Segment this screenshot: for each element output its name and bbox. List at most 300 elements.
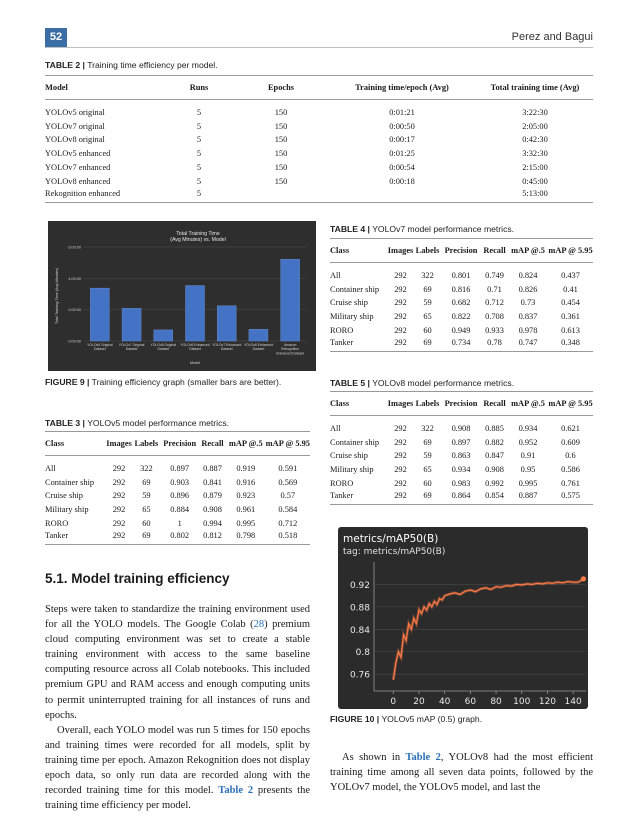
chart-subtitle: (Avg Minutes) vs. Model bbox=[170, 237, 226, 243]
table4-cell: 0.437 bbox=[561, 271, 580, 281]
table4-cell: Tanker bbox=[330, 337, 387, 351]
table4-row bbox=[330, 263, 593, 283]
table2-cell: 0:00:54 bbox=[389, 163, 415, 173]
table3-title: YOLOv5 model performance metrics. bbox=[87, 418, 230, 428]
table5-row bbox=[330, 490, 593, 504]
table5-cell: All bbox=[330, 424, 341, 434]
table2-cell: 2:15:00 bbox=[522, 163, 548, 173]
table2-link-2[interactable]: Table 2 bbox=[405, 752, 441, 763]
x-tick-label: YOLOv5 Original bbox=[87, 343, 113, 347]
y-tick-label: 0.88 bbox=[349, 603, 370, 614]
table4-cell: 0.824 bbox=[518, 271, 538, 281]
table4-cell: Military ship bbox=[330, 312, 374, 322]
table2-row bbox=[45, 188, 593, 202]
table4-title: YOLOv7 model performance metrics. bbox=[372, 224, 515, 234]
table3-cell: All bbox=[45, 464, 56, 474]
figure9-bar-chart bbox=[48, 221, 316, 371]
table5-cell: 0.761 bbox=[561, 479, 580, 489]
y-tick-label: 2:00:00 bbox=[68, 308, 81, 313]
x-tick-label: Dataset bbox=[94, 347, 106, 352]
table2-cell: 0:00:50 bbox=[389, 121, 415, 131]
x-tick-label: 20 bbox=[413, 697, 425, 707]
table2-cell: 5 bbox=[196, 135, 202, 145]
x-tick-label: 80 bbox=[490, 697, 502, 707]
chart-title: Total Training Time bbox=[176, 231, 220, 237]
table5-cell: 0.897 bbox=[451, 437, 471, 447]
table3-cell: 69 bbox=[132, 530, 160, 544]
table2-header-training-time-epoch-avg-: Training time/epoch (Avg) bbox=[327, 76, 477, 100]
table3-cell: Military ship bbox=[45, 505, 89, 515]
table5-cell: 0.934 bbox=[518, 424, 538, 434]
table4-cell: RORO bbox=[330, 326, 354, 336]
paragraph-2 bbox=[45, 723, 310, 814]
x-tick-label: YOLOv8 Enhanced bbox=[243, 343, 274, 347]
table5-cell: 292 bbox=[394, 437, 407, 447]
table3-cell: 292 bbox=[112, 464, 126, 474]
table5-header-map-5: mAP @.5 bbox=[508, 392, 548, 416]
paragraph-1-text-a: Steps were taken to standardize the training environment used for all the YOLO models. The Google Colab ( bbox=[45, 604, 310, 631]
paragraph-2-text-a: Overall, each YOLO model was run 5 times for 150 epochs and training times were recorded for all models, split by training time per epoch. Amazon Rekognition does not display epoch data, so only run data are recorded along with the recorded training time for this model. bbox=[45, 724, 310, 797]
table4-cell: 0.712 bbox=[485, 298, 504, 308]
table5-row bbox=[330, 477, 593, 491]
table5-cell: 69 bbox=[423, 437, 432, 447]
x-tick-label: 40 bbox=[438, 697, 451, 707]
table5-cell: 0.882 bbox=[485, 437, 504, 447]
table3 bbox=[45, 431, 310, 545]
x-axis-label: Model bbox=[189, 361, 201, 365]
figure9-caption bbox=[45, 377, 281, 387]
table4-cell: 0.78 bbox=[481, 337, 508, 351]
table2-cell: 5:13:00 bbox=[477, 188, 593, 202]
table4-header-class: Class bbox=[330, 239, 387, 263]
table5-cell: 0.885 bbox=[485, 424, 504, 434]
table4-header-map-5-95: mAP @ 5.95 bbox=[548, 239, 593, 263]
table3-cell: 0.802 bbox=[160, 530, 199, 544]
table5-cell: 0.854 bbox=[481, 490, 508, 504]
table5-cell: 59 bbox=[423, 451, 432, 461]
table4-cell: 0.837 bbox=[518, 312, 538, 322]
table3-row bbox=[45, 456, 310, 476]
table3-cell: 292 bbox=[112, 519, 126, 529]
table2-cell: 150 bbox=[274, 135, 288, 145]
table3-header-recall: Recall bbox=[199, 432, 226, 456]
table5-cell: 292 bbox=[394, 479, 407, 489]
table2-header-total-training-time-avg-: Total training time (Avg) bbox=[477, 76, 593, 100]
table4-cell: 0.933 bbox=[485, 326, 504, 336]
table5-cell: 0.6 bbox=[565, 451, 576, 461]
table2-row bbox=[45, 119, 593, 133]
table3-cell: 1 bbox=[177, 519, 182, 529]
table4-cell: 0.41 bbox=[563, 284, 578, 294]
table2-cell: 150 bbox=[274, 149, 288, 159]
table5-cell: 0.586 bbox=[561, 465, 580, 475]
table3-header-map-5-95: mAP @ 5.95 bbox=[266, 432, 310, 456]
table5-cell: 65 bbox=[423, 465, 432, 475]
y-tick-label: 4:00:00 bbox=[68, 276, 81, 281]
table3-cell: 0.841 bbox=[203, 477, 222, 487]
y-tick-label: 0.92 bbox=[349, 580, 370, 591]
running-head-authors: Perez and Bagui bbox=[511, 31, 593, 43]
table4-cell: 0.826 bbox=[518, 284, 538, 294]
table3-cell: Cruise ship bbox=[45, 491, 83, 501]
table2-cell: 0:00:18 bbox=[389, 176, 415, 186]
table4-caption bbox=[330, 224, 514, 234]
right-column-body bbox=[330, 750, 593, 795]
table3-row bbox=[45, 475, 310, 489]
table5-cell: 0.992 bbox=[485, 479, 504, 489]
table3-cell: 0.887 bbox=[203, 464, 222, 474]
table3-cell: 292 bbox=[112, 477, 126, 487]
table4-cell: 0.348 bbox=[548, 337, 593, 351]
table5-caption bbox=[330, 378, 514, 388]
table5-cell: 0.983 bbox=[451, 479, 471, 489]
table5-header-recall: Recall bbox=[481, 392, 508, 416]
table5-header-map-5-95: mAP @ 5.95 bbox=[548, 392, 593, 416]
table4-cell: 292 bbox=[394, 326, 407, 336]
table4-row bbox=[330, 282, 593, 296]
table2-cell: 150 bbox=[274, 108, 288, 118]
y-axis-label: Total Training Time (Avg Minutes) bbox=[55, 267, 59, 325]
table5-cell: 0.864 bbox=[441, 490, 481, 504]
table2-cell: 3:22:30 bbox=[522, 108, 548, 118]
table4-cell: 0.613 bbox=[561, 326, 580, 336]
table4-cell: 292 bbox=[394, 284, 407, 294]
table3-row bbox=[45, 517, 310, 531]
table2-header-epochs: Epochs bbox=[235, 76, 327, 100]
table3-cell: 322 bbox=[140, 464, 153, 474]
table2-cell: YOLOv5 enhanced bbox=[45, 149, 111, 159]
x-tick-label: Dataset bbox=[125, 347, 138, 352]
table2-row bbox=[45, 100, 593, 120]
paragraph-1-text-b: ) premium cloud computing environment was set to create a stable training environment with access to the same baseline computing resource across all Colab notebooks. This included premium GPU and RAM access and enough computing units to permit uninterrupted training for all instances of runs and epochs. bbox=[45, 619, 310, 721]
table2-cell: YOLOv8 enhanced bbox=[45, 176, 111, 186]
table4-header-labels: Labels bbox=[414, 239, 441, 263]
table3-cell: 0.569 bbox=[278, 477, 298, 487]
table2-cell: YOLOv5 original bbox=[45, 108, 105, 118]
table2-cell: Rekognition enhanced bbox=[45, 188, 163, 202]
table2-cell: 3:32:30 bbox=[522, 149, 548, 159]
table3-header-labels: Labels bbox=[132, 432, 160, 456]
table2-cell: YOLOv8 original bbox=[45, 135, 105, 145]
table4-cell: 292 bbox=[394, 298, 407, 308]
table5-cell: 0.91 bbox=[520, 451, 536, 461]
table3-cell: RORO bbox=[45, 519, 69, 529]
table4-cell: 0.747 bbox=[508, 337, 548, 351]
table3-cell: 0.591 bbox=[278, 464, 298, 474]
table3-header-precision: Precision bbox=[160, 432, 199, 456]
table4-row bbox=[330, 296, 593, 310]
table4-cell: 292 bbox=[394, 271, 407, 281]
x-tick-label: Enhanced Dataset bbox=[276, 351, 305, 356]
table5-header-images: Images bbox=[387, 392, 414, 416]
left-column-body bbox=[45, 602, 310, 813]
table3-cell: 0.961 bbox=[236, 505, 256, 515]
table4-row bbox=[330, 337, 593, 351]
table4-cell: 322 bbox=[421, 271, 434, 281]
bar bbox=[90, 288, 109, 341]
chart-background bbox=[48, 221, 316, 371]
bar bbox=[185, 286, 204, 341]
table4-header-precision: Precision bbox=[441, 239, 481, 263]
bar bbox=[281, 259, 300, 341]
reference-28-link[interactable]: 28 bbox=[253, 619, 265, 631]
table3-cell: 0.916 bbox=[236, 477, 256, 487]
table2-cell: 150 bbox=[274, 176, 288, 186]
table3-row bbox=[45, 503, 310, 517]
y-tick-label: 0.76 bbox=[349, 670, 370, 681]
series-end-point bbox=[581, 576, 586, 581]
x-tick-label: 140 bbox=[564, 697, 582, 707]
table5-cell: 0.621 bbox=[561, 424, 580, 434]
table5-cell: 69 bbox=[414, 490, 441, 504]
table4-cell: Container ship bbox=[330, 284, 380, 294]
table2-cell: 5 bbox=[196, 176, 202, 186]
table3-header-map-5: mAP @.5 bbox=[226, 432, 266, 456]
table5-row bbox=[330, 463, 593, 477]
section-heading: 5.1. Model training efficiency bbox=[45, 571, 230, 586]
table5-cell: 0.952 bbox=[518, 437, 538, 447]
table5-cell: 292 bbox=[387, 490, 414, 504]
table3-cell: 69 bbox=[142, 477, 151, 487]
x-tick-label: 0 bbox=[390, 697, 397, 707]
table2-header-model: Model bbox=[45, 76, 163, 100]
x-tick-label: Dataset bbox=[252, 347, 265, 352]
table3-cell: 0.812 bbox=[199, 530, 226, 544]
table4-cell: 60 bbox=[423, 326, 432, 336]
table5-cell: 0.95 bbox=[520, 465, 536, 475]
table4-cell: Cruise ship bbox=[330, 298, 368, 308]
table5-cell: 0.908 bbox=[485, 465, 504, 475]
table5-title: YOLOv8 model performance metrics. bbox=[372, 378, 515, 388]
table2-cell bbox=[327, 188, 477, 202]
figure10-map-chart bbox=[330, 524, 595, 712]
y-tick-label: 6:00:00 bbox=[68, 245, 81, 250]
table3-cell: 0.923 bbox=[236, 491, 256, 501]
table2-row bbox=[45, 133, 593, 147]
table4-cell: 292 bbox=[387, 337, 414, 351]
table2-cell: 0:00:17 bbox=[389, 135, 415, 145]
x-tick-label: YOLOv7 Original bbox=[118, 343, 145, 347]
table4 bbox=[330, 238, 593, 352]
table3-cell: 0.57 bbox=[280, 491, 296, 501]
table2-cell: 2:05:00 bbox=[522, 121, 548, 131]
table5-cell: 0.575 bbox=[548, 490, 593, 504]
paragraph-1 bbox=[45, 602, 310, 723]
table5-cell: 0.995 bbox=[518, 479, 538, 489]
table4-cell: All bbox=[330, 271, 341, 281]
table3-header-images: Images bbox=[106, 432, 133, 456]
table5-cell: 0.908 bbox=[451, 424, 471, 434]
y-tick-label: 0.8 bbox=[355, 648, 370, 659]
table4-cell: 0.361 bbox=[561, 312, 580, 322]
table3-row bbox=[45, 530, 310, 544]
table4-cell: 0.73 bbox=[520, 298, 536, 308]
table5-cell: Cruise ship bbox=[330, 451, 368, 461]
table5-cell: 292 bbox=[394, 424, 407, 434]
table5-row bbox=[330, 416, 593, 436]
table3-cell: Tanker bbox=[45, 530, 106, 544]
table2-title: Training time efficiency per model. bbox=[87, 60, 218, 70]
bar bbox=[122, 308, 141, 341]
table2-cell: 5 bbox=[196, 121, 202, 131]
x-tick-label: Rekognition bbox=[281, 347, 300, 352]
table3-cell: 0.798 bbox=[226, 530, 266, 544]
table5-cell: RORO bbox=[330, 479, 354, 489]
table4-cell: 0.71 bbox=[487, 284, 502, 294]
table4-cell: 0.682 bbox=[451, 298, 471, 308]
page-number: 52 bbox=[45, 28, 67, 47]
table2-cell: 0:01:21 bbox=[389, 108, 415, 118]
paragraph-3-text-a: As shown in bbox=[342, 752, 406, 763]
x-tick-label: Amazon bbox=[283, 343, 297, 347]
table5-cell: 0.887 bbox=[508, 490, 548, 504]
x-tick-label: Dataset bbox=[220, 347, 233, 352]
table3-caption bbox=[45, 418, 229, 428]
figure10-label: FIGURE 10 | bbox=[330, 714, 380, 724]
table2-cell: 5 bbox=[196, 163, 202, 173]
table4-cell: 0.749 bbox=[485, 271, 504, 281]
bar bbox=[154, 330, 173, 341]
figure9-title: Training efficiency graph (smaller bars are better). bbox=[91, 377, 282, 387]
table3-cell: 0.995 bbox=[236, 519, 256, 529]
chart-title: metrics/mAP50(B) bbox=[343, 533, 439, 545]
table5-cell: Military ship bbox=[330, 465, 374, 475]
table5-header-precision: Precision bbox=[441, 392, 481, 416]
table3-header-class: Class bbox=[45, 432, 106, 456]
table2-cell: YOLOv7 original bbox=[45, 121, 105, 131]
table2-cell: 0:42:30 bbox=[522, 135, 548, 145]
x-tick-label: 60 bbox=[464, 697, 477, 707]
table4-cell: 0.978 bbox=[518, 326, 538, 336]
y-tick-label: 0:00:00 bbox=[68, 339, 81, 344]
table3-cell: 59 bbox=[142, 491, 151, 501]
table4-row bbox=[330, 310, 593, 324]
table3-cell: 0.584 bbox=[278, 505, 298, 515]
table4-cell: 0.801 bbox=[451, 271, 471, 281]
table2-cell: YOLOv7 enhanced bbox=[45, 163, 111, 173]
x-tick-label: YOLOv7 Enhanced bbox=[212, 343, 242, 347]
table2-link[interactable]: Table 2 bbox=[218, 785, 254, 797]
table2-label: TABLE 2 | bbox=[45, 60, 85, 70]
table4-cell: 69 bbox=[423, 284, 432, 294]
table3-cell: 65 bbox=[142, 505, 151, 515]
table3-cell: 0.919 bbox=[236, 464, 256, 474]
table3-cell: Container ship bbox=[45, 477, 95, 487]
table5-cell: 0.863 bbox=[451, 451, 471, 461]
table5-header-class: Class bbox=[330, 392, 387, 416]
table3-cell: 292 bbox=[106, 530, 133, 544]
table4-cell: 69 bbox=[414, 337, 441, 351]
table2-row bbox=[45, 147, 593, 161]
table2-cell: 5 bbox=[163, 188, 235, 202]
table5 bbox=[330, 391, 593, 505]
table4-label: TABLE 4 | bbox=[330, 224, 370, 234]
table2-cell: 0:01:25 bbox=[389, 149, 415, 159]
table5-cell: Container ship bbox=[330, 437, 380, 447]
table2-cell: 0:45:00 bbox=[522, 176, 548, 186]
table3-cell: 0.884 bbox=[170, 505, 190, 515]
bar bbox=[249, 329, 268, 341]
table4-header-map-5: mAP @.5 bbox=[508, 239, 548, 263]
table2-cell: 150 bbox=[274, 163, 288, 173]
x-tick-label: YOLOv8 Original bbox=[150, 343, 177, 347]
table4-header-recall: Recall bbox=[481, 239, 508, 263]
bar bbox=[217, 306, 236, 341]
table2-cell: 150 bbox=[274, 121, 288, 131]
table4-cell: 0.454 bbox=[561, 298, 580, 308]
table3-cell: 0.879 bbox=[203, 491, 222, 501]
x-tick-label: YOLOv5 Enhanced bbox=[180, 343, 210, 347]
table3-label: TABLE 3 | bbox=[45, 418, 85, 428]
table5-cell: 0.934 bbox=[451, 465, 471, 475]
table4-row bbox=[330, 324, 593, 338]
table3-cell: 0.994 bbox=[203, 519, 222, 529]
table5-cell: 0.847 bbox=[485, 451, 504, 461]
table4-header-images: Images bbox=[387, 239, 414, 263]
table4-cell: 0.734 bbox=[441, 337, 481, 351]
table2 bbox=[45, 75, 593, 203]
chart-subtitle: tag: metrics/mAP50(B) bbox=[343, 547, 446, 557]
table5-cell: 322 bbox=[421, 424, 434, 434]
table5-label: TABLE 5 | bbox=[330, 378, 370, 388]
table4-cell: 0.708 bbox=[485, 312, 504, 322]
table2-header-runs: Runs bbox=[163, 76, 235, 100]
table4-cell: 0.816 bbox=[451, 284, 471, 294]
table5-header-labels: Labels bbox=[414, 392, 441, 416]
table5-row bbox=[330, 435, 593, 449]
x-tick-label: Dataset bbox=[189, 347, 201, 352]
table2-row bbox=[45, 161, 593, 175]
table4-cell: 0.949 bbox=[451, 326, 471, 336]
table5-cell: 60 bbox=[423, 479, 432, 489]
paragraph-3 bbox=[330, 750, 593, 795]
figure9-label: FIGURE 9 | bbox=[45, 377, 90, 387]
table4-cell: 292 bbox=[394, 312, 407, 322]
paragraph-3-text-b: , YOLOv8 had the most efficient training time among all seven data points, followed by the YOLOv7 model, the YOLOv5 model, and last the bbox=[330, 752, 593, 794]
table4-cell: 0.822 bbox=[451, 312, 471, 322]
table2-row bbox=[45, 174, 593, 188]
table3-cell: 292 bbox=[112, 491, 126, 501]
table3-cell: 0.712 bbox=[278, 519, 298, 529]
table3-cell: 292 bbox=[112, 505, 126, 515]
table4-cell: 59 bbox=[423, 298, 432, 308]
table2-cell: 5 bbox=[196, 108, 202, 118]
table3-cell: 0.518 bbox=[266, 530, 310, 544]
table5-cell: Tanker bbox=[330, 490, 387, 504]
figure10-caption bbox=[330, 714, 482, 724]
table5-cell: 292 bbox=[394, 465, 407, 475]
y-tick-label: 0.84 bbox=[349, 625, 370, 636]
x-tick-label: Dataset bbox=[157, 347, 170, 352]
table3-cell: 0.908 bbox=[203, 505, 222, 515]
table3-cell: 0.903 bbox=[170, 477, 190, 487]
x-tick-label: 120 bbox=[538, 697, 557, 707]
table3-cell: 60 bbox=[142, 519, 151, 529]
page-header bbox=[45, 28, 593, 48]
table2-caption bbox=[45, 60, 218, 70]
table5-cell: 0.609 bbox=[561, 437, 580, 447]
x-tick-label: 100 bbox=[513, 697, 531, 707]
paragraph-2-text-b: presents the training time efficiency per model. bbox=[45, 785, 310, 812]
table3-cell: 0.897 bbox=[170, 464, 190, 474]
table3-row bbox=[45, 489, 310, 503]
table5-cell: 292 bbox=[394, 451, 407, 461]
table4-cell: 65 bbox=[423, 312, 432, 322]
table3-cell: 0.896 bbox=[170, 491, 190, 501]
table5-row bbox=[330, 449, 593, 463]
table2-cell: 5 bbox=[196, 149, 202, 159]
figure10-title: YOLOv5 mAP (0.5) graph. bbox=[381, 714, 483, 724]
